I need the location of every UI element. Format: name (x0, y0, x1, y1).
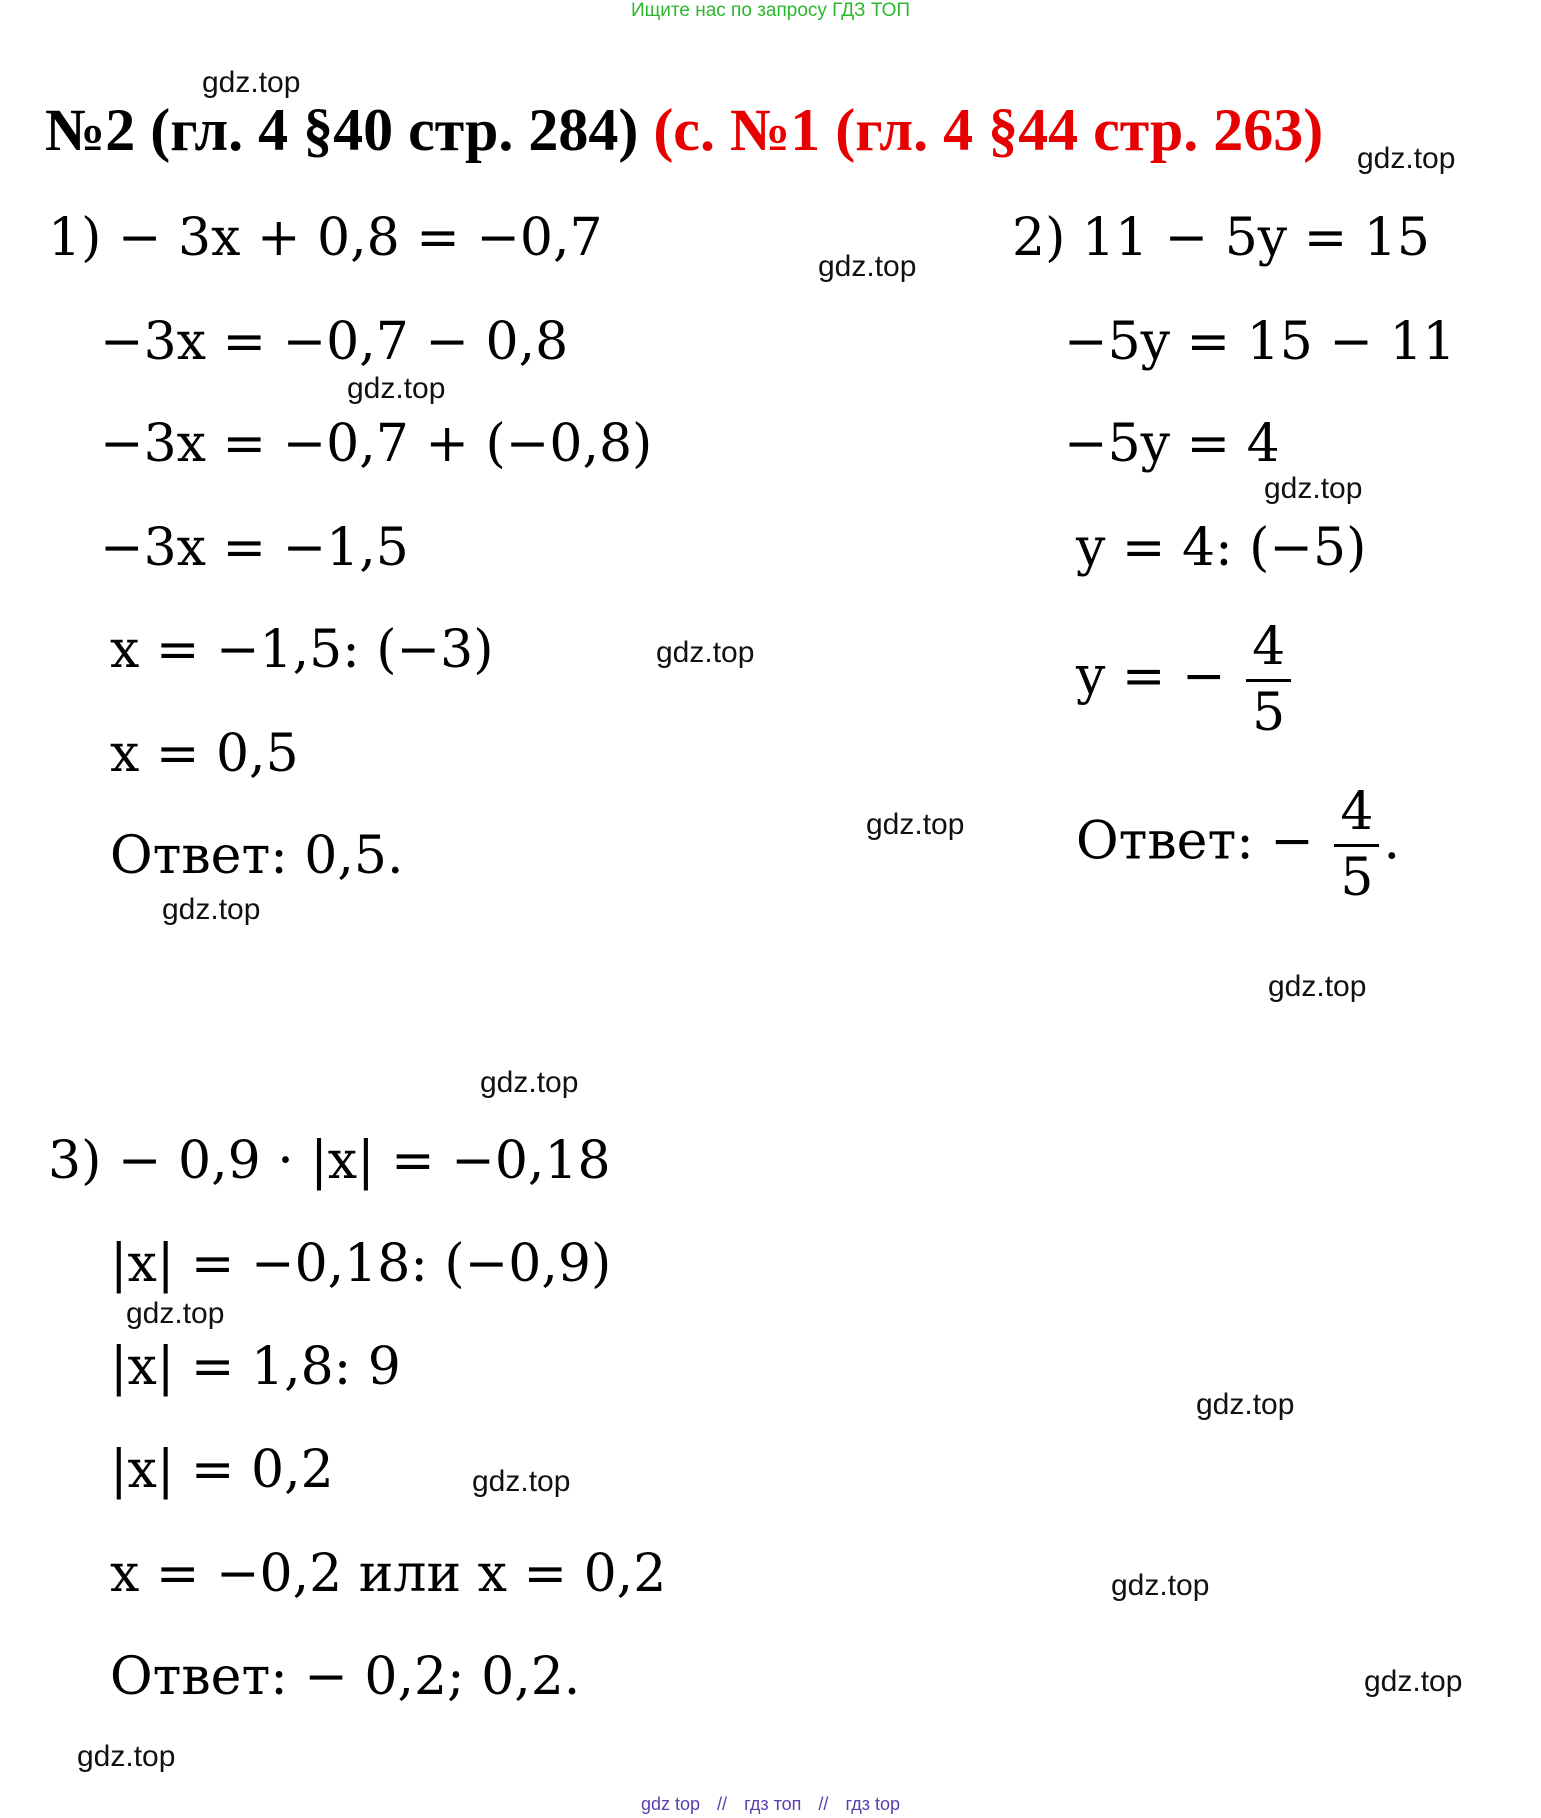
header-note: Ищите нас по запросу ГДЗ ТОП (630, 0, 911, 21)
watermark: gdz.top (866, 808, 965, 841)
p2-answer-denominator: 5 (1340, 847, 1374, 908)
title-main: №2 (гл. 4 §40 стр. 284) (45, 97, 639, 163)
footer-separator: // (717, 1794, 728, 1814)
p2-line-4: y = 4: (−5) (1076, 518, 1367, 578)
p2-line-3: −5y = 4 (1064, 414, 1280, 474)
p1-line-2: −3x = −0,7 − 0,8 (100, 312, 569, 372)
title-alt: (с. №1 (гл. 4 §44 стр. 263) (653, 97, 1324, 163)
p2-fraction-denominator: 5 (1252, 682, 1286, 743)
p1-line-1: 1) − 3x + 0,8 = −0,7 (48, 208, 603, 268)
footer-links (0, 1794, 1541, 1815)
watermark: gdz.top (1111, 1569, 1210, 1602)
p2-line-1: 2) 11 − 5y = 15 (1012, 208, 1430, 268)
p2-answer-prefix: Ответ: − (1076, 811, 1314, 872)
watermark: gdz.top (656, 636, 755, 669)
watermark: gdz.top (818, 250, 917, 283)
footer-separator: // (818, 1794, 829, 1814)
p2-answer (1076, 782, 1400, 908)
p1-line-3: −3x = −0,7 + (−0,8) (100, 414, 653, 474)
watermark: gdz.top (1264, 472, 1363, 505)
p1-line-4: −3x = −1,5 (100, 518, 409, 578)
p3-line-1: 3) − 0,9 · |x| = −0,18 (48, 1131, 611, 1191)
p1-line-5: x = −1,5: (−3) (110, 620, 494, 680)
p2-fraction-line (1076, 617, 1295, 743)
p2-line-2: −5y = 15 − 11 (1064, 312, 1456, 372)
watermark: gdz.top (1357, 142, 1456, 175)
footer-item[interactable]: gdz top (640, 1794, 701, 1814)
watermark: gdz.top (202, 66, 301, 99)
p2-fraction-prefix: y = − (1076, 646, 1226, 707)
p3-line-4: |x| = 0,2 (110, 1440, 334, 1500)
watermark: gdz.top (162, 893, 261, 926)
watermark: gdz.top (347, 372, 446, 405)
watermark: gdz.top (126, 1297, 225, 1330)
p3-line-5: x = −0,2 или x = 0,2 (110, 1544, 667, 1604)
watermark: gdz.top (1196, 1388, 1295, 1421)
p3-line-3: |x| = 1,8: 9 (110, 1337, 401, 1397)
p2-fraction-numerator: 4 (1246, 620, 1291, 682)
p3-line-2: |x| = −0,18: (−0,9) (110, 1234, 612, 1294)
p2-fraction (1246, 617, 1291, 743)
watermark: gdz.top (1364, 1665, 1463, 1698)
p1-answer: Ответ: 0,5. (110, 826, 404, 886)
watermark: gdz.top (472, 1465, 571, 1498)
p2-answer-fraction (1334, 782, 1379, 908)
p2-answer-suffix: . (1383, 811, 1400, 872)
p1-line-6: x = 0,5 (110, 724, 299, 784)
page-title (45, 96, 1323, 165)
watermark: gdz.top (480, 1066, 579, 1099)
p3-answer: Ответ: − 0,2; 0,2. (110, 1647, 581, 1707)
footer-item[interactable]: гдз топ (744, 1794, 802, 1814)
watermark: gdz.top (77, 1740, 176, 1773)
watermark: gdz.top (1268, 970, 1367, 1003)
p2-answer-numerator: 4 (1334, 785, 1379, 847)
footer-item[interactable]: гдз top (845, 1794, 900, 1814)
